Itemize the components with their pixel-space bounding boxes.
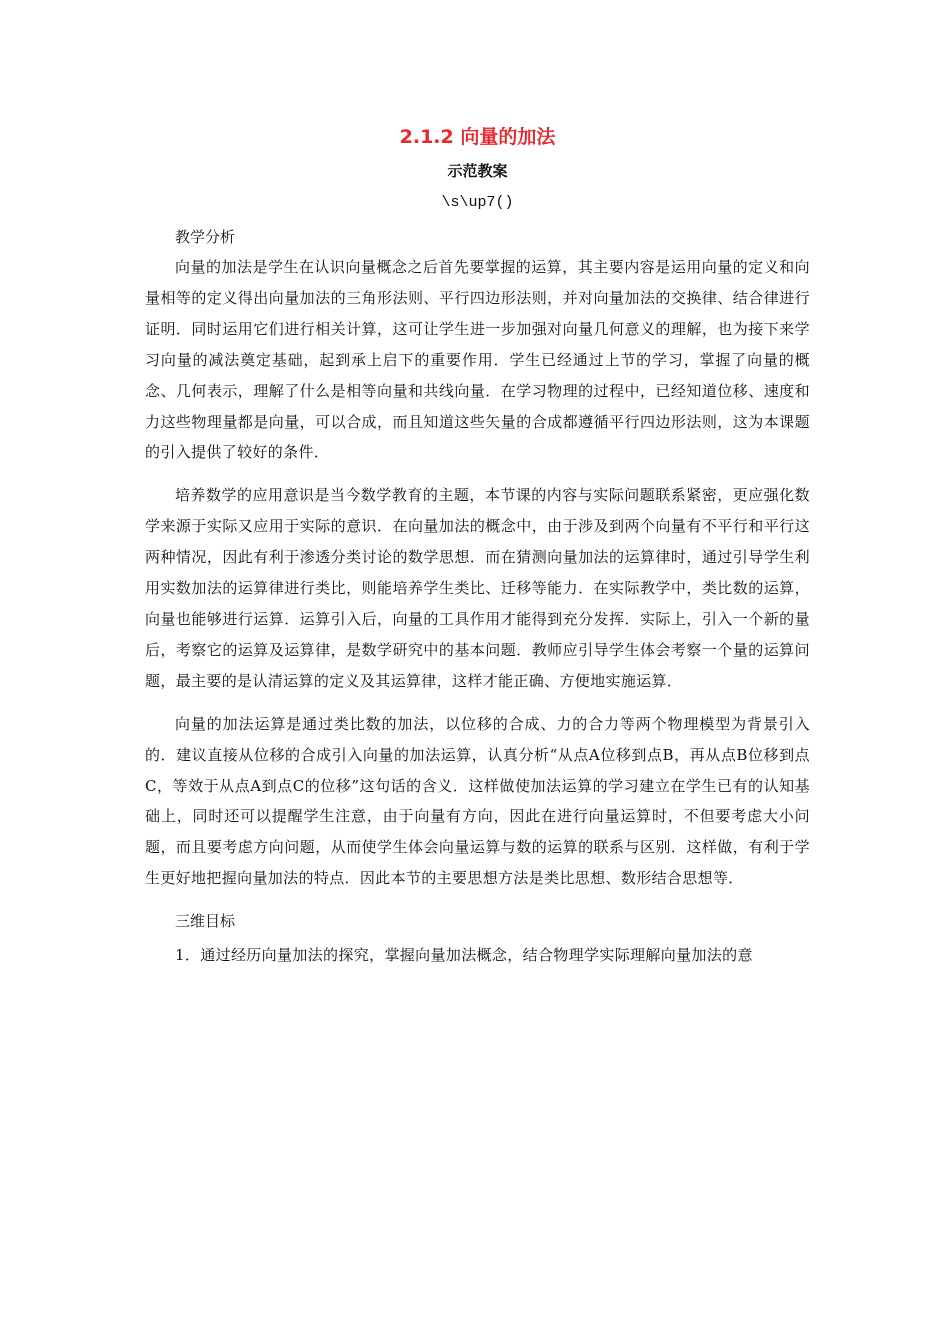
field-code-text: \s\up7() [441,194,514,211]
paragraph: 培养数学的应用意识是当今数学教育的主题，本节课的内容与实际问题联系紧密，更应强化数学来源于实际又应用于实际的意识．在向量加法的概念中，由于涉及到两个向量有不平行和平行这两种情况，因此有利于渗透分类讨论的数学思想．而在猜测向量加法的运算律时，通过引导学生利用实数加法的运算律进行类比，则能培养学生类比、迁移等能力．在实际教学中，类比数的运算，向量也能够进行运算．运算引入后，向量的工具作用才能得到充分发挥．实际上，引入一个新的量后，考察它的运算及运算律，是数学研究中的基本问题．教师应引导学生体会考察一个量的运算问题，最主要的是认清运算的定义及其运算律，这样才能正确、方便地实施运算． [145,486,810,690]
document-page [145,120,810,971]
paragraph: 向量的加法是学生在认识向量概念之后首先要掌握的运算，其主要内容是运用向量的定义和向量相等的定义得出向量加法的三角形法则、平行四边形法则，并对向量加法的交换律、结合律进行证明．同时运用它们进行相关计算，这可让学生进一步加强对向量几何意义的理解，也为接下来学习向量的减法奠定基础，起到承上启下的重要作用．学生已经通过上节的学习，掌握了向量的概念、几何表示，理解了什么是相等向量和共线向量．在学习物理的过程中，已经知道位移、速度和力这些物理量都是向量，可以合成，而且知道这些矢量的合成都遵循平行四边形法则，这为本课题的引入提供了较好的条件． [145,258,810,462]
document-subtitle: 示范教案 [447,162,508,180]
section-heading-teaching-analysis: 教学分析 [175,228,236,246]
paragraph: 向量的加法运算是通过类比数的加法，以位移的合成、力的合力等两个物理模型为背景引入的．建议直接从位移的合成引入向量的加法运算，认真分析“从点A位移到点B，再从点B位移到点C，等效于从点A到点C的位移”这句话的含义．这样做使加法运算的学习建立在学生已有的认知基础上，同时还可以提醒学生注意，由于向量有方向，因此在进行向量运算时，不但要考虑大小问题，而且要考虑方向问题，从而使学生体会向量运算与数的运算的联系与区别．这样做，有利于学生更好地把握向量加法的特点．因此本节的主要思想方法是类比思想、数形结合思想等． [145,714,810,888]
section-heading-three-dimensional-goals: 三维目标 [175,912,236,931]
paragraph: 1．通过经历向量加法的探究，掌握向量加法概念，结合物理学实际理解向量加法的意 [175,946,753,965]
document-title: 2.1.2 向量的加法 [399,126,556,148]
